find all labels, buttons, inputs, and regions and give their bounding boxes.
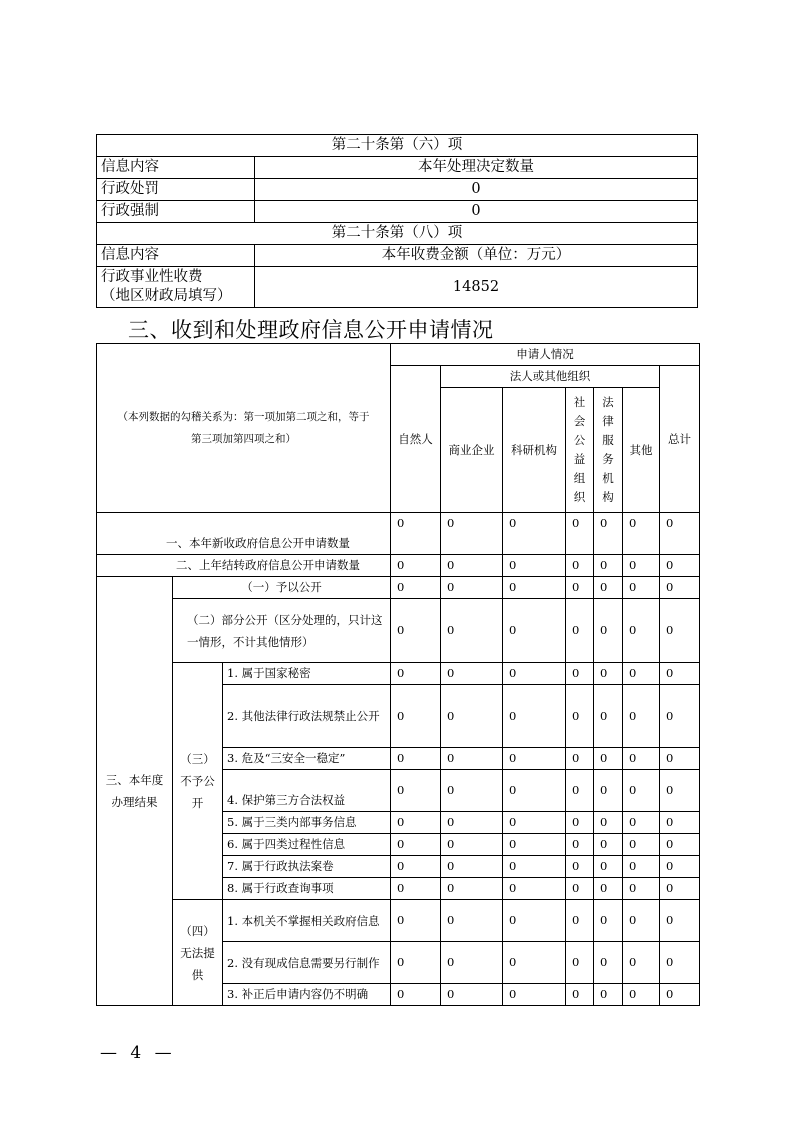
cell: 0: [566, 685, 594, 748]
unable-item: 3. 补正后申请内容仍不明确: [223, 984, 391, 1006]
cell: 0: [594, 812, 623, 834]
cell: 0: [660, 834, 700, 856]
cell: 0: [391, 812, 441, 834]
col-total: 总计: [660, 366, 700, 513]
cell: 0: [566, 577, 594, 599]
cell: 0: [660, 984, 700, 1006]
cell: 0: [594, 513, 623, 555]
section-header-6: 第二十条第（六）项: [97, 135, 698, 157]
cell: 0: [391, 555, 441, 577]
cell: 0: [391, 834, 441, 856]
cell: 0: [503, 984, 566, 1006]
cell: 0: [503, 577, 566, 599]
cell: 0: [566, 878, 594, 900]
fee-label-line2: （地区财政局填写）: [101, 288, 232, 304]
cell: 0: [594, 942, 623, 984]
cell: 0: [441, 577, 503, 599]
cell: 0: [660, 856, 700, 878]
unable-item: 1. 本机关不掌握相关政府信息: [223, 900, 391, 942]
cell: 0: [441, 685, 503, 748]
cell: 0: [391, 770, 441, 812]
row-label: 信息内容: [97, 157, 255, 179]
row-label: 行政强制: [97, 201, 255, 223]
cell: 0: [566, 770, 594, 812]
cell: 0: [660, 577, 700, 599]
cell: 0: [623, 513, 660, 555]
cell: 0: [391, 942, 441, 984]
cell: 0: [594, 555, 623, 577]
cell: 0: [566, 555, 594, 577]
cell: 0: [503, 513, 566, 555]
cell: 0: [566, 942, 594, 984]
application-table: [96, 343, 700, 1006]
section-heading: 三、收到和处理政府信息公开申请情况: [128, 318, 494, 342]
fee-label: [97, 267, 255, 308]
cell: 0: [391, 984, 441, 1006]
cell: 0: [503, 685, 566, 748]
cell: 0: [594, 984, 623, 1006]
cell: 0: [594, 834, 623, 856]
cell: 0: [623, 878, 660, 900]
cell: 0: [503, 878, 566, 900]
cell: 0: [660, 770, 700, 812]
cell: 0: [441, 748, 503, 770]
cell: 0: [441, 555, 503, 577]
row-partial-label: （二）部分公开（区分处理的，只计这一情形，不计其他情形）: [173, 599, 391, 663]
cell: 0: [594, 856, 623, 878]
cell: 0: [623, 834, 660, 856]
cell: 0: [623, 663, 660, 685]
not-disclose-item: 6. 属于四类过程性信息: [223, 834, 391, 856]
cell: 0: [623, 900, 660, 942]
cell: 0: [660, 663, 700, 685]
fee-value: 14852: [255, 267, 698, 308]
cell: 0: [391, 513, 441, 555]
cell: 0: [566, 663, 594, 685]
cell: 0: [566, 984, 594, 1006]
cell: 0: [623, 770, 660, 812]
cell: 0: [441, 900, 503, 942]
cell: 0: [503, 748, 566, 770]
cell: 0: [391, 577, 441, 599]
cell: 0: [441, 856, 503, 878]
info-table-top: [96, 134, 698, 308]
cell: 0: [594, 599, 623, 663]
cell: 0: [594, 770, 623, 812]
row-carry-label: 二、上年结转政府信息公开申请数量: [97, 555, 391, 577]
row-label: 行政处罚: [97, 179, 255, 201]
cell: 0: [660, 685, 700, 748]
cell: 0: [623, 856, 660, 878]
cell: 0: [660, 900, 700, 942]
cell: 0: [660, 878, 700, 900]
unable-item: 2. 没有现成信息需要另行制作: [223, 942, 391, 984]
cell: 0: [441, 834, 503, 856]
cell: 0: [503, 770, 566, 812]
cell: 0: [391, 599, 441, 663]
cell: 0: [441, 599, 503, 663]
cell: 0: [503, 663, 566, 685]
col-social-label: 社会公益组织: [573, 394, 586, 504]
cell: 0: [566, 834, 594, 856]
row-value: 0: [255, 201, 698, 223]
cell: 0: [391, 878, 441, 900]
col-other: 其他: [623, 388, 660, 513]
cell: 0: [660, 942, 700, 984]
cell: 0: [623, 685, 660, 748]
cell: 0: [441, 984, 503, 1006]
cell: 0: [566, 748, 594, 770]
section-header-8: 第二十条第（八）项: [97, 223, 698, 245]
row-value: 本年处理决定数量: [255, 157, 698, 179]
table-row: [97, 900, 700, 942]
applicant-header: 申请人情况: [391, 344, 700, 366]
result-group-label: 三、本年度办理结果: [97, 577, 173, 1006]
table-row: [97, 555, 700, 577]
table-row: [97, 513, 700, 555]
cell: 0: [441, 663, 503, 685]
cell: 0: [503, 555, 566, 577]
cell: 0: [660, 748, 700, 770]
cell: 0: [503, 812, 566, 834]
fee-label-line1: 行政事业性收费: [101, 269, 203, 285]
cell: 0: [660, 555, 700, 577]
row-value: 0: [255, 179, 698, 201]
cell: 0: [503, 599, 566, 663]
cell: 0: [503, 856, 566, 878]
cell: 0: [441, 942, 503, 984]
cell: 0: [441, 513, 503, 555]
cell: 0: [441, 770, 503, 812]
cell: 0: [623, 812, 660, 834]
row-new-label: 一、本年新收政府信息公开申请数量: [97, 513, 391, 555]
cell: 0: [503, 942, 566, 984]
cell: 0: [594, 878, 623, 900]
cell: 0: [660, 513, 700, 555]
cell: 0: [660, 812, 700, 834]
cell: 0: [441, 878, 503, 900]
col-natural-person: 自然人: [391, 366, 441, 513]
cell: 0: [623, 748, 660, 770]
not-disclose-group-label: （三）不予公开: [173, 663, 223, 900]
cell: 0: [391, 856, 441, 878]
col-business: 商业企业: [441, 388, 503, 513]
not-disclose-item: 5. 属于三类内部事务信息: [223, 812, 391, 834]
row-value: 本年收费金额（单位：万元）: [255, 245, 698, 267]
cell: 0: [566, 812, 594, 834]
col-research: 科研机构: [503, 388, 566, 513]
cell: 0: [594, 900, 623, 942]
cell: 0: [503, 900, 566, 942]
row-disclose-label: （一）予以公开: [173, 577, 391, 599]
cell: 0: [566, 856, 594, 878]
cell: 0: [566, 513, 594, 555]
col-legal: [594, 388, 623, 513]
col-legal-label: 法律服务机构: [602, 394, 614, 504]
cell: 0: [594, 685, 623, 748]
cell: 0: [623, 942, 660, 984]
row-label: 信息内容: [97, 245, 255, 267]
cell: 0: [441, 812, 503, 834]
not-disclose-item: 4. 保护第三方合法权益: [223, 770, 391, 812]
not-disclose-item: 8. 属于行政查询事项: [223, 878, 391, 900]
not-disclose-item: 2. 其他法律行政法规禁止公开: [223, 685, 391, 748]
cell: 0: [391, 900, 441, 942]
not-disclose-item: 1. 属于国家秘密: [223, 663, 391, 685]
cell: 0: [594, 748, 623, 770]
not-disclose-item: 3. 危及“三安全一稳定”: [223, 748, 391, 770]
table-row: [97, 577, 700, 599]
cell: 0: [660, 599, 700, 663]
cell: 0: [391, 748, 441, 770]
cell: 0: [623, 984, 660, 1006]
legal-org-header: 法人或其他组织: [441, 366, 660, 388]
cell: 0: [391, 663, 441, 685]
cell: 0: [503, 834, 566, 856]
table-row: [97, 599, 700, 663]
col-social: [566, 388, 594, 513]
cell: 0: [566, 599, 594, 663]
not-disclose-item: 7. 属于行政执法案卷: [223, 856, 391, 878]
page-number: — 4 —: [100, 1043, 176, 1063]
cell: 0: [623, 599, 660, 663]
table-row: [97, 663, 700, 685]
cell: 0: [623, 577, 660, 599]
cell: 0: [594, 577, 623, 599]
cell: 0: [594, 663, 623, 685]
cell: 0: [623, 555, 660, 577]
unable-group-label: （四）无法提供: [173, 900, 223, 1006]
cell: 0: [566, 900, 594, 942]
cell: 0: [391, 685, 441, 748]
table-note: （本列数据的勾稽关系为：第一项加第二项之和，等于第三项加第四项之和）: [97, 344, 391, 513]
